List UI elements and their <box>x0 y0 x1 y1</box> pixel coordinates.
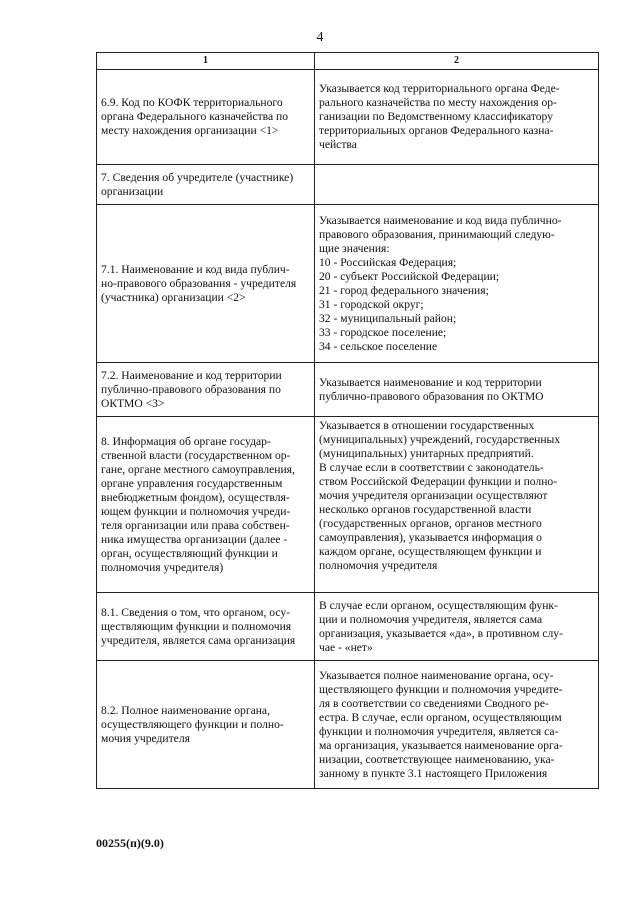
table-row <box>97 593 599 661</box>
table-header-row <box>97 53 599 70</box>
table-row <box>97 165 599 205</box>
row-label-7-1: 7.1. Наименование и код вида публич- но-правового образования - учредителя (участника) организации <2> <box>97 205 315 363</box>
row-description-6-9: Указывается код территориального органа Феде- рального казначейства по месту нахождения ор- ганизации по Ведомственному классификатору территориальных органов Федерального казна- чейства <box>315 70 599 165</box>
requirements-table <box>96 52 599 789</box>
footer-document-code: 00255(п)(9.0) <box>96 836 164 850</box>
row-label-8-1: 8.1. Сведения о том, что органом, осу- ществляющим функции и полномочия учредителя, является сама организация <box>97 593 315 661</box>
row-label-8-2: 8.2. Полное наименование органа, осуществляющего функции и полно- мочия учредителя <box>97 661 315 789</box>
row-description-7-1: Указывается наименование и код вида публично- правового образования, принимающий следую- щие значения: 10 - Российская Федерация; 20 - субъект Российской Федерации; 21 - город федерального значения; 31 - городской округ; 32 - муниципальный район; 33 - городское поселение; 34 - сельское поселение <box>315 205 599 363</box>
row-description-7-2: Указывается наименование и код территории публично-правового образования по ОКТМО <box>315 363 599 417</box>
table-row <box>97 661 599 789</box>
row-description-7-empty <box>315 165 599 205</box>
table-row <box>97 417 599 593</box>
table-row <box>97 205 599 363</box>
row-description-8-2: Указывается полное наименование органа, осу- ществляющего функции и полномочия учредите- ля в соответствии со сведениями Сводного ре- естра. В случае, если органом, осуществляющим функции и полномочия учредителя, является са- ма организация, указывается наименование орга- низации, соответствующее наименованию, ука- занному в пункте 3.1 настоящего Приложения <box>315 661 599 789</box>
row-label-7: 7. Сведения об учредителе (участнике) организации <box>97 165 315 205</box>
table-row <box>97 363 599 417</box>
row-label-6-9: 6.9. Код по КОФК территориального органа Федерального казначейства по месту нахождения организации <1> <box>97 70 315 165</box>
page-number: 4 <box>316 30 324 45</box>
row-description-8: Указывается в отношении государственных (муниципальных) учреждений, государственных (муниципальных) унитарных предприятий. В случае если в соответствии с законодатель- ством Российской Федерации функции и полно- мочия учредителя организации осуществляют несколько органов государственной власти (государственных органов, органов местного самоуправления), указывается информация о каждом органе, осуществляющем функции и полномочия учредителя <box>315 417 599 593</box>
table-row <box>97 70 599 165</box>
row-label-7-2: 7.2. Наименование и код территории публично-правового образования по ОКТМО <3> <box>97 363 315 417</box>
column-header-1: 1 <box>97 53 315 70</box>
column-header-2: 2 <box>315 53 599 70</box>
row-label-8: 8. Информация об органе государ- ственной власти (государственном ор- гане, органе местного самоуправления, органе управления государственным внебюджетным фондом), осуществля- ющем функции и полномочия учреди- теля организации или права собствен- ника имущества организации (далее - орган, осуществляющий функции и полномочия учредителя) <box>97 417 315 593</box>
row-description-8-1: В случае если органом, осуществляющим функ- ции и полномочия учредителя, является сама организация, указывается «да», в противном слу- чае - «нет» <box>315 593 599 661</box>
